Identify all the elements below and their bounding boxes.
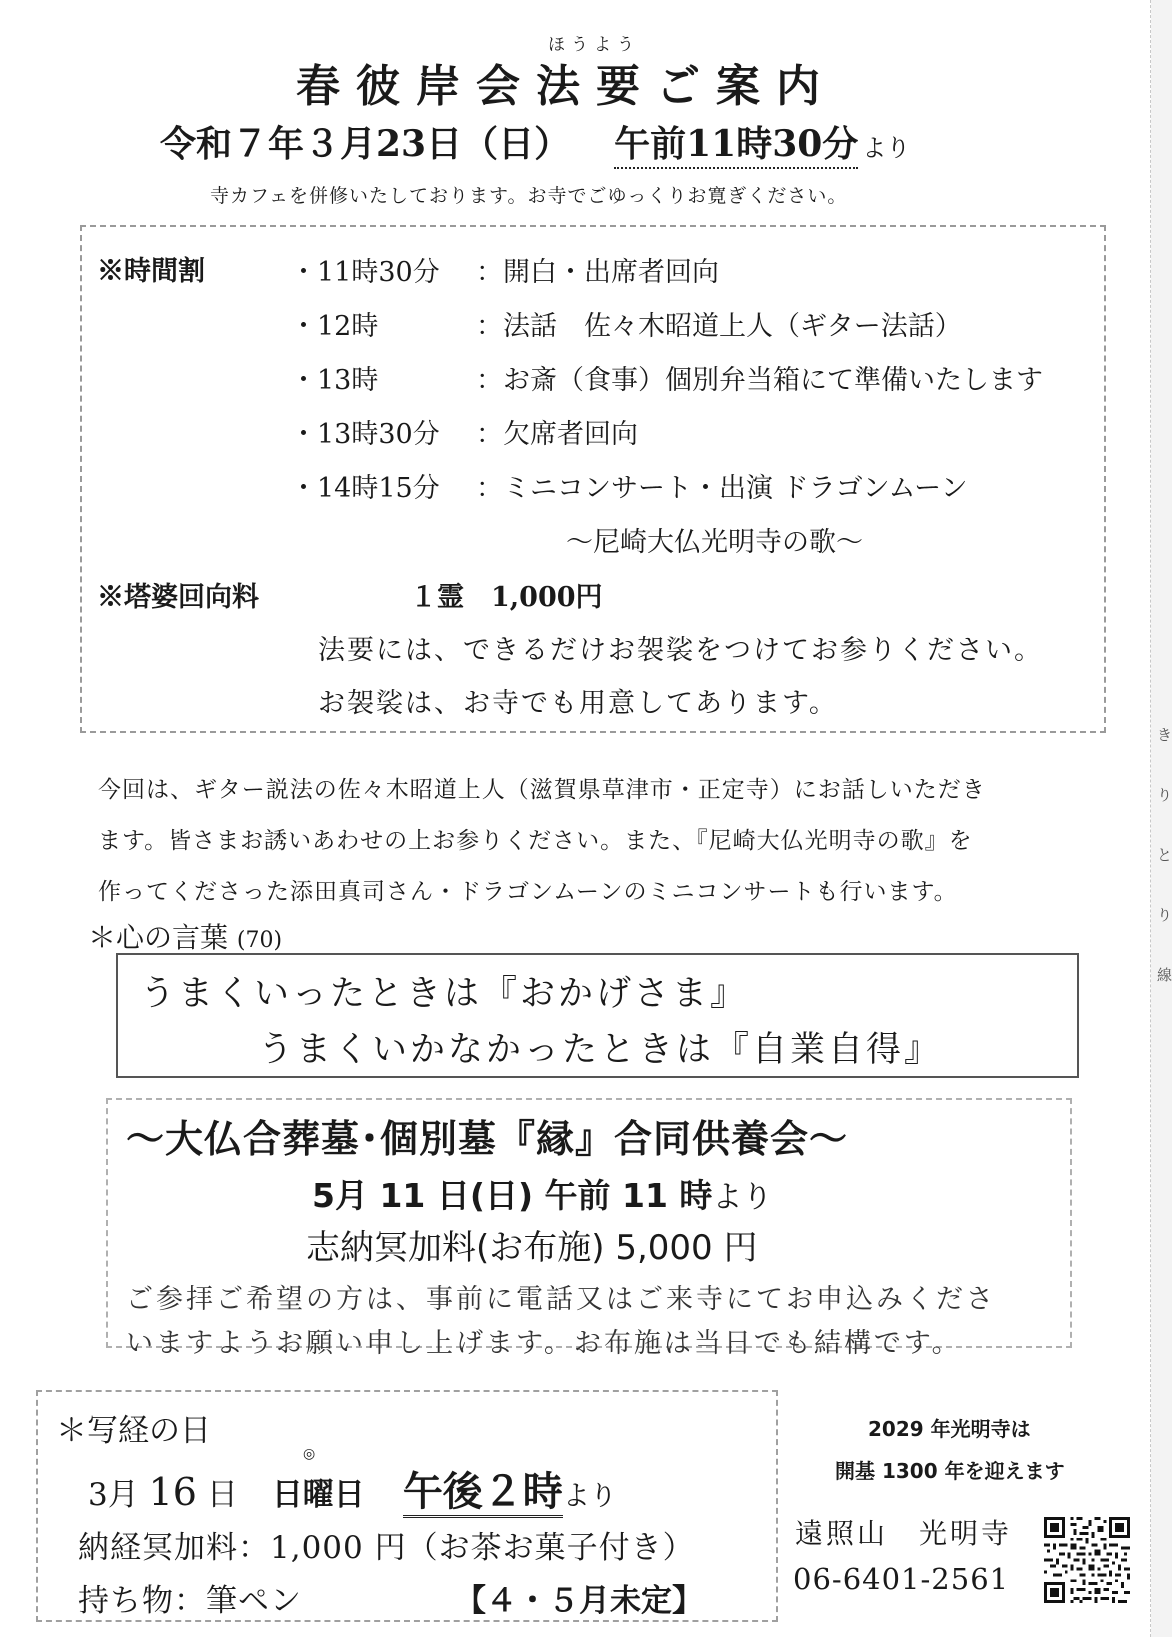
memorial-title: 〜大仏合葬墓･個別墓『縁』合同供養会〜 xyxy=(126,1117,849,1161)
memorial-note: いますようお願い申し上げます。お布施は当日でも結構です。 xyxy=(126,1328,962,1359)
schedule-label: ※時間割 xyxy=(97,256,205,287)
memorial-note: ご参拝ご希望の方は、事前に電話又はご来寺にてお申込みくださ xyxy=(126,1284,996,1315)
schedule-desc: ：ミニコンサート・出演 ドラゴンムーン xyxy=(476,473,968,504)
shakyo-day-unit: 日 xyxy=(206,1477,238,1513)
schedule-time: ・14時15分 xyxy=(290,473,440,504)
event-time-suffix: より xyxy=(862,134,911,162)
shakyo-pending: 【４・５月未定】 xyxy=(455,1583,703,1619)
kokoro-line: うまくいかなかったときは『自業自得』 xyxy=(258,1030,943,1070)
kokoro-label: ＊心の言葉 (70) xyxy=(88,921,283,954)
schedule-time: ・13時30分 xyxy=(290,419,440,450)
cut-line-text: と xyxy=(1157,846,1172,864)
shakyo-dow: 日曜日 xyxy=(271,1477,365,1513)
shakyo-time: 午後２時 xyxy=(403,1468,563,1518)
circle-mark: ◎ xyxy=(303,1446,316,1462)
kokoro-line: うまくいったときは『おかげさま』 xyxy=(140,974,749,1014)
kesa-note: 法要には、できるだけお袈裟をつけてお参りください。 xyxy=(318,635,1043,666)
intro-line: ます。皆さまお誘いあわせの上お参りください。また、『尼崎大仏光明寺の歌』を xyxy=(98,828,973,854)
cut-line-text: り xyxy=(1157,906,1172,924)
page-title: 春彼岸会法要ご案内 xyxy=(296,61,836,112)
shakyo-day: 16 xyxy=(148,1470,197,1514)
memorial-date-suffix: より xyxy=(712,1180,773,1215)
anniversary-line: 開基 1300 年を迎えます xyxy=(835,1459,1065,1483)
fee-label: ※塔婆回向料 xyxy=(97,582,259,613)
schedule-time: ・11時30分 xyxy=(290,257,440,288)
cafe-note: 寺カフェを併修いたしております。お寺でごゆっくりお寛ぎください。 xyxy=(210,185,848,207)
fee-value: １霊 1,000円 xyxy=(410,582,603,613)
schedule-desc: ：お斎（食事）個別弁当箱にて準備いたします xyxy=(476,365,1043,396)
memorial-date: 5月 11 日(日) 午前 11 時より xyxy=(312,1176,773,1215)
event-time: 午前11時30分 xyxy=(614,123,858,169)
kesa-note: お袈裟は、お寺でも用意してあります。 xyxy=(318,688,838,719)
event-date: 令和７年３月23日（日） xyxy=(160,123,571,165)
shakyo-title: ＊写経の日 xyxy=(56,1413,211,1449)
intro-line: 今回は、ギター説法の佐々木昭道上人（滋賀県草津市・正定寺）にお話しいただき xyxy=(98,777,986,803)
shakyo-items: 持ち物：筆ペン xyxy=(78,1583,302,1619)
anniversary-line: 2029 年光明寺は xyxy=(868,1417,1031,1441)
qr-code-icon xyxy=(1044,1517,1130,1603)
schedule-time: ・13時 xyxy=(290,365,379,396)
shakyo-month: 3月 xyxy=(88,1477,139,1513)
kokoro-number: (70) xyxy=(236,928,283,953)
temple-phone: 06-6401-2561 xyxy=(793,1562,1010,1596)
schedule-desc: ：欠席者回向 xyxy=(476,419,638,450)
shakyo-date xyxy=(88,1460,617,1517)
shakyo-fee: 納経冥加料：1,000 円（お茶お菓子付き） xyxy=(78,1530,695,1566)
cut-line-text: 線 xyxy=(1157,966,1172,984)
shakyo-time-suffix: より xyxy=(562,1481,617,1512)
schedule-desc: ：法話 佐々木昭道上人（ギター法話） xyxy=(476,311,962,342)
cut-line-text: り xyxy=(1157,786,1172,804)
schedule-desc: ：開白・出席者回向 xyxy=(476,257,719,288)
temple-name: 遠照山 光明寺 xyxy=(795,1517,1013,1550)
title-ruby: ほうよう xyxy=(548,35,640,55)
memorial-fee: 志納冥加料(お布施) 5,000 円 xyxy=(306,1228,758,1268)
song-title: 〜尼崎大仏光明寺の歌〜 xyxy=(566,527,863,558)
intro-line: 作ってくださった添田真司さん・ドラゴンムーンのミニコンサートも行います。 xyxy=(98,879,958,905)
cut-line-text: き xyxy=(1157,726,1172,744)
event-date-line xyxy=(160,116,910,167)
schedule-time: ・12時 xyxy=(290,311,379,342)
